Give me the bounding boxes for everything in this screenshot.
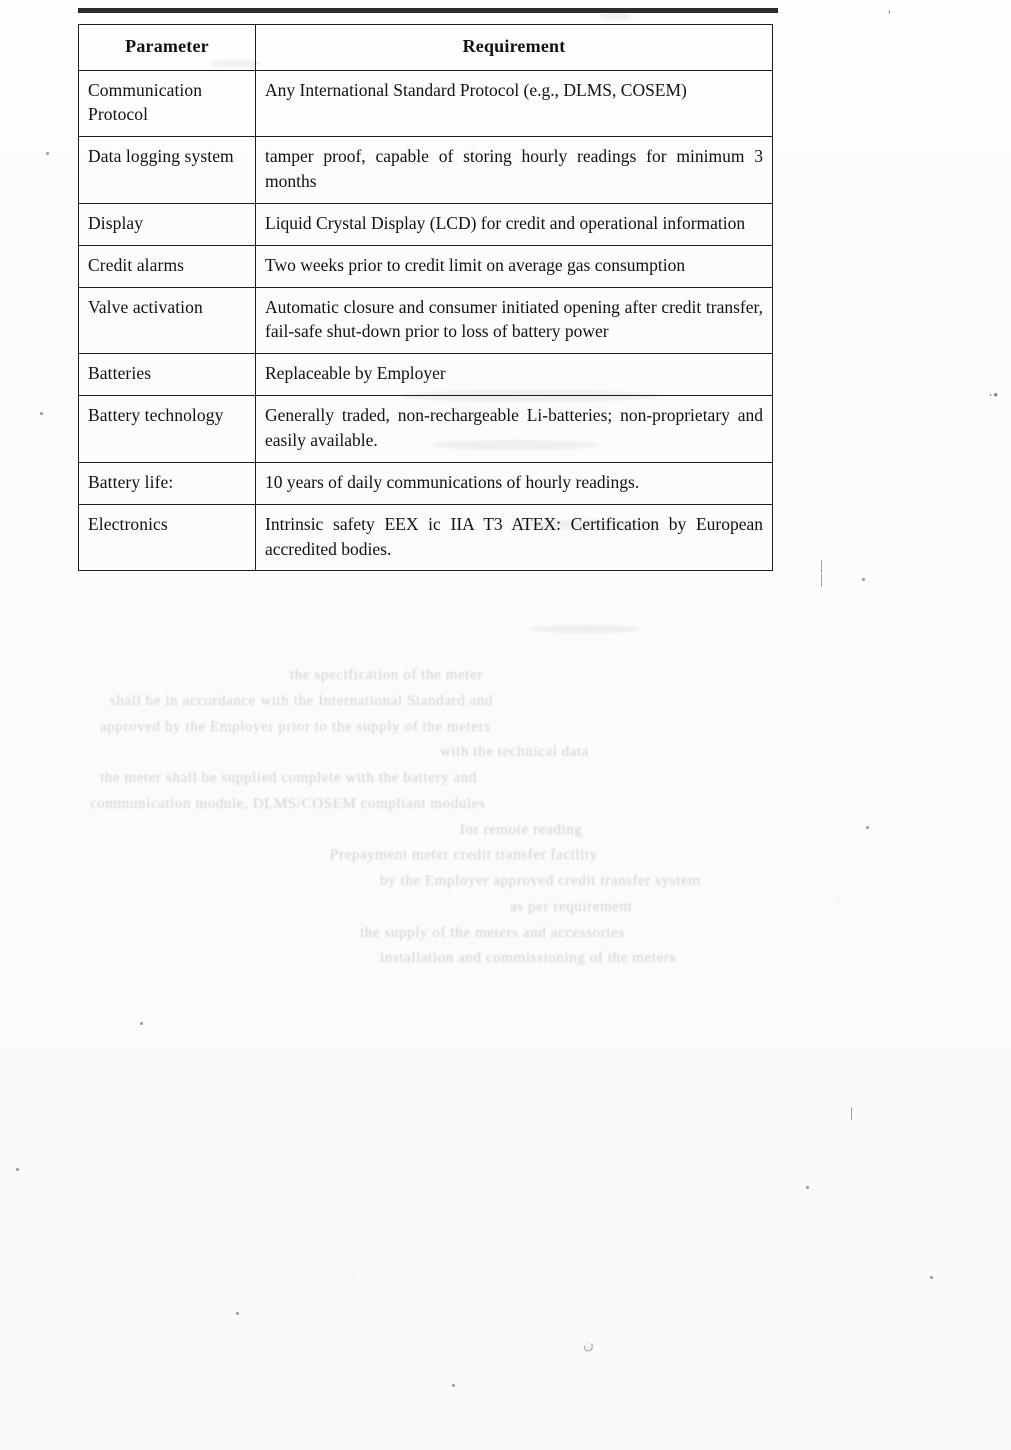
cell-parameter: Batteries	[79, 354, 256, 396]
faded-line: the supply of the meters and accessories	[360, 924, 625, 941]
speck	[930, 1276, 933, 1279]
cell-requirement: Automatic closure and consumer initiated opening after credit transfer, fail-safe shut-down prior to loss of battery power	[256, 287, 773, 354]
cell-requirement: tamper proof, capable of storing hourly readings for minimum 3 months	[256, 137, 773, 204]
column-header-requirement: Requirement	[256, 25, 773, 71]
cell-parameter: Electronics	[79, 504, 256, 571]
specification-table	[78, 24, 773, 571]
top-horizontal-rule	[78, 8, 778, 13]
faded-line: the meter shall be supplied complete with the battery and	[100, 770, 478, 786]
table-row	[79, 70, 773, 137]
column-header-parameter: Parameter	[79, 25, 256, 71]
scan-smudge	[530, 625, 640, 633]
cell-requirement: Any International Standard Protocol (e.g., DLMS, COSEM)	[256, 70, 773, 137]
cell-requirement: Generally traded, non-rechargeable Li-batteries; non-proprietary and easily available.	[256, 396, 773, 463]
faded-line: with the technical data	[440, 744, 590, 761]
table-row	[79, 396, 773, 463]
cell-parameter: Communication Protocol	[79, 70, 256, 137]
cell-requirement: Intrinsic safety EEX ic IIA T3 ATEX: Certification by European accredited bodies.	[256, 504, 773, 571]
margin-mark: '	[888, 8, 891, 24]
speck	[40, 412, 43, 415]
cell-parameter: Data logging system	[79, 137, 256, 204]
faded-line: approved by the Employer prior to the supply of the meters	[100, 718, 491, 735]
speck	[16, 1168, 19, 1171]
cell-parameter: Battery life:	[79, 462, 256, 504]
specification-table-container	[78, 24, 773, 571]
table-row	[79, 504, 773, 571]
margin-mark: ن	[583, 1337, 595, 1353]
faded-line: by the Employer approved credit transfer system	[380, 873, 701, 889]
faded-line: Prepayment meter credit transfer facility	[330, 847, 598, 864]
table-row	[79, 203, 773, 245]
cell-requirement: Replaceable by Employer	[256, 354, 773, 396]
speck	[866, 826, 869, 829]
margin-mark: ·•	[988, 388, 999, 404]
faded-line: as per requirement	[510, 898, 633, 915]
speck	[46, 152, 49, 155]
scan-smudge	[600, 12, 630, 20]
cell-parameter: Credit alarms	[79, 245, 256, 287]
table-row	[79, 287, 773, 354]
faded-line: communication module, DLMS/COSEM compliant modules	[90, 795, 486, 812]
speck	[236, 1312, 239, 1315]
margin-mark: | |	[820, 558, 824, 588]
cell-parameter: Display	[79, 203, 256, 245]
cell-requirement: 10 years of daily communications of hourly readings.	[256, 462, 773, 504]
speck	[452, 1384, 455, 1387]
table-row	[79, 245, 773, 287]
cell-requirement: Liquid Crystal Display (LCD) for credit and operational information	[256, 203, 773, 245]
speck	[806, 1186, 809, 1189]
cell-requirement: Two weeks prior to credit limit on average gas consumption	[256, 245, 773, 287]
table-row	[79, 137, 773, 204]
speck	[140, 1022, 143, 1025]
cell-parameter: Battery technology	[79, 396, 256, 463]
table-row	[79, 354, 773, 396]
margin-mark: |	[850, 1105, 854, 1121]
faded-bleedthrough-text	[90, 668, 790, 977]
speck	[862, 578, 865, 581]
faded-line: installation and commissioning of the meters	[380, 950, 676, 967]
cell-parameter: Valve activation	[79, 287, 256, 354]
faded-line: shall be in accordance with the International Standard and	[110, 692, 494, 709]
faded-line: the specification of the meter	[290, 667, 483, 683]
table-header-row	[79, 25, 773, 71]
faded-line: for remote reading	[460, 821, 583, 838]
table-row	[79, 462, 773, 504]
